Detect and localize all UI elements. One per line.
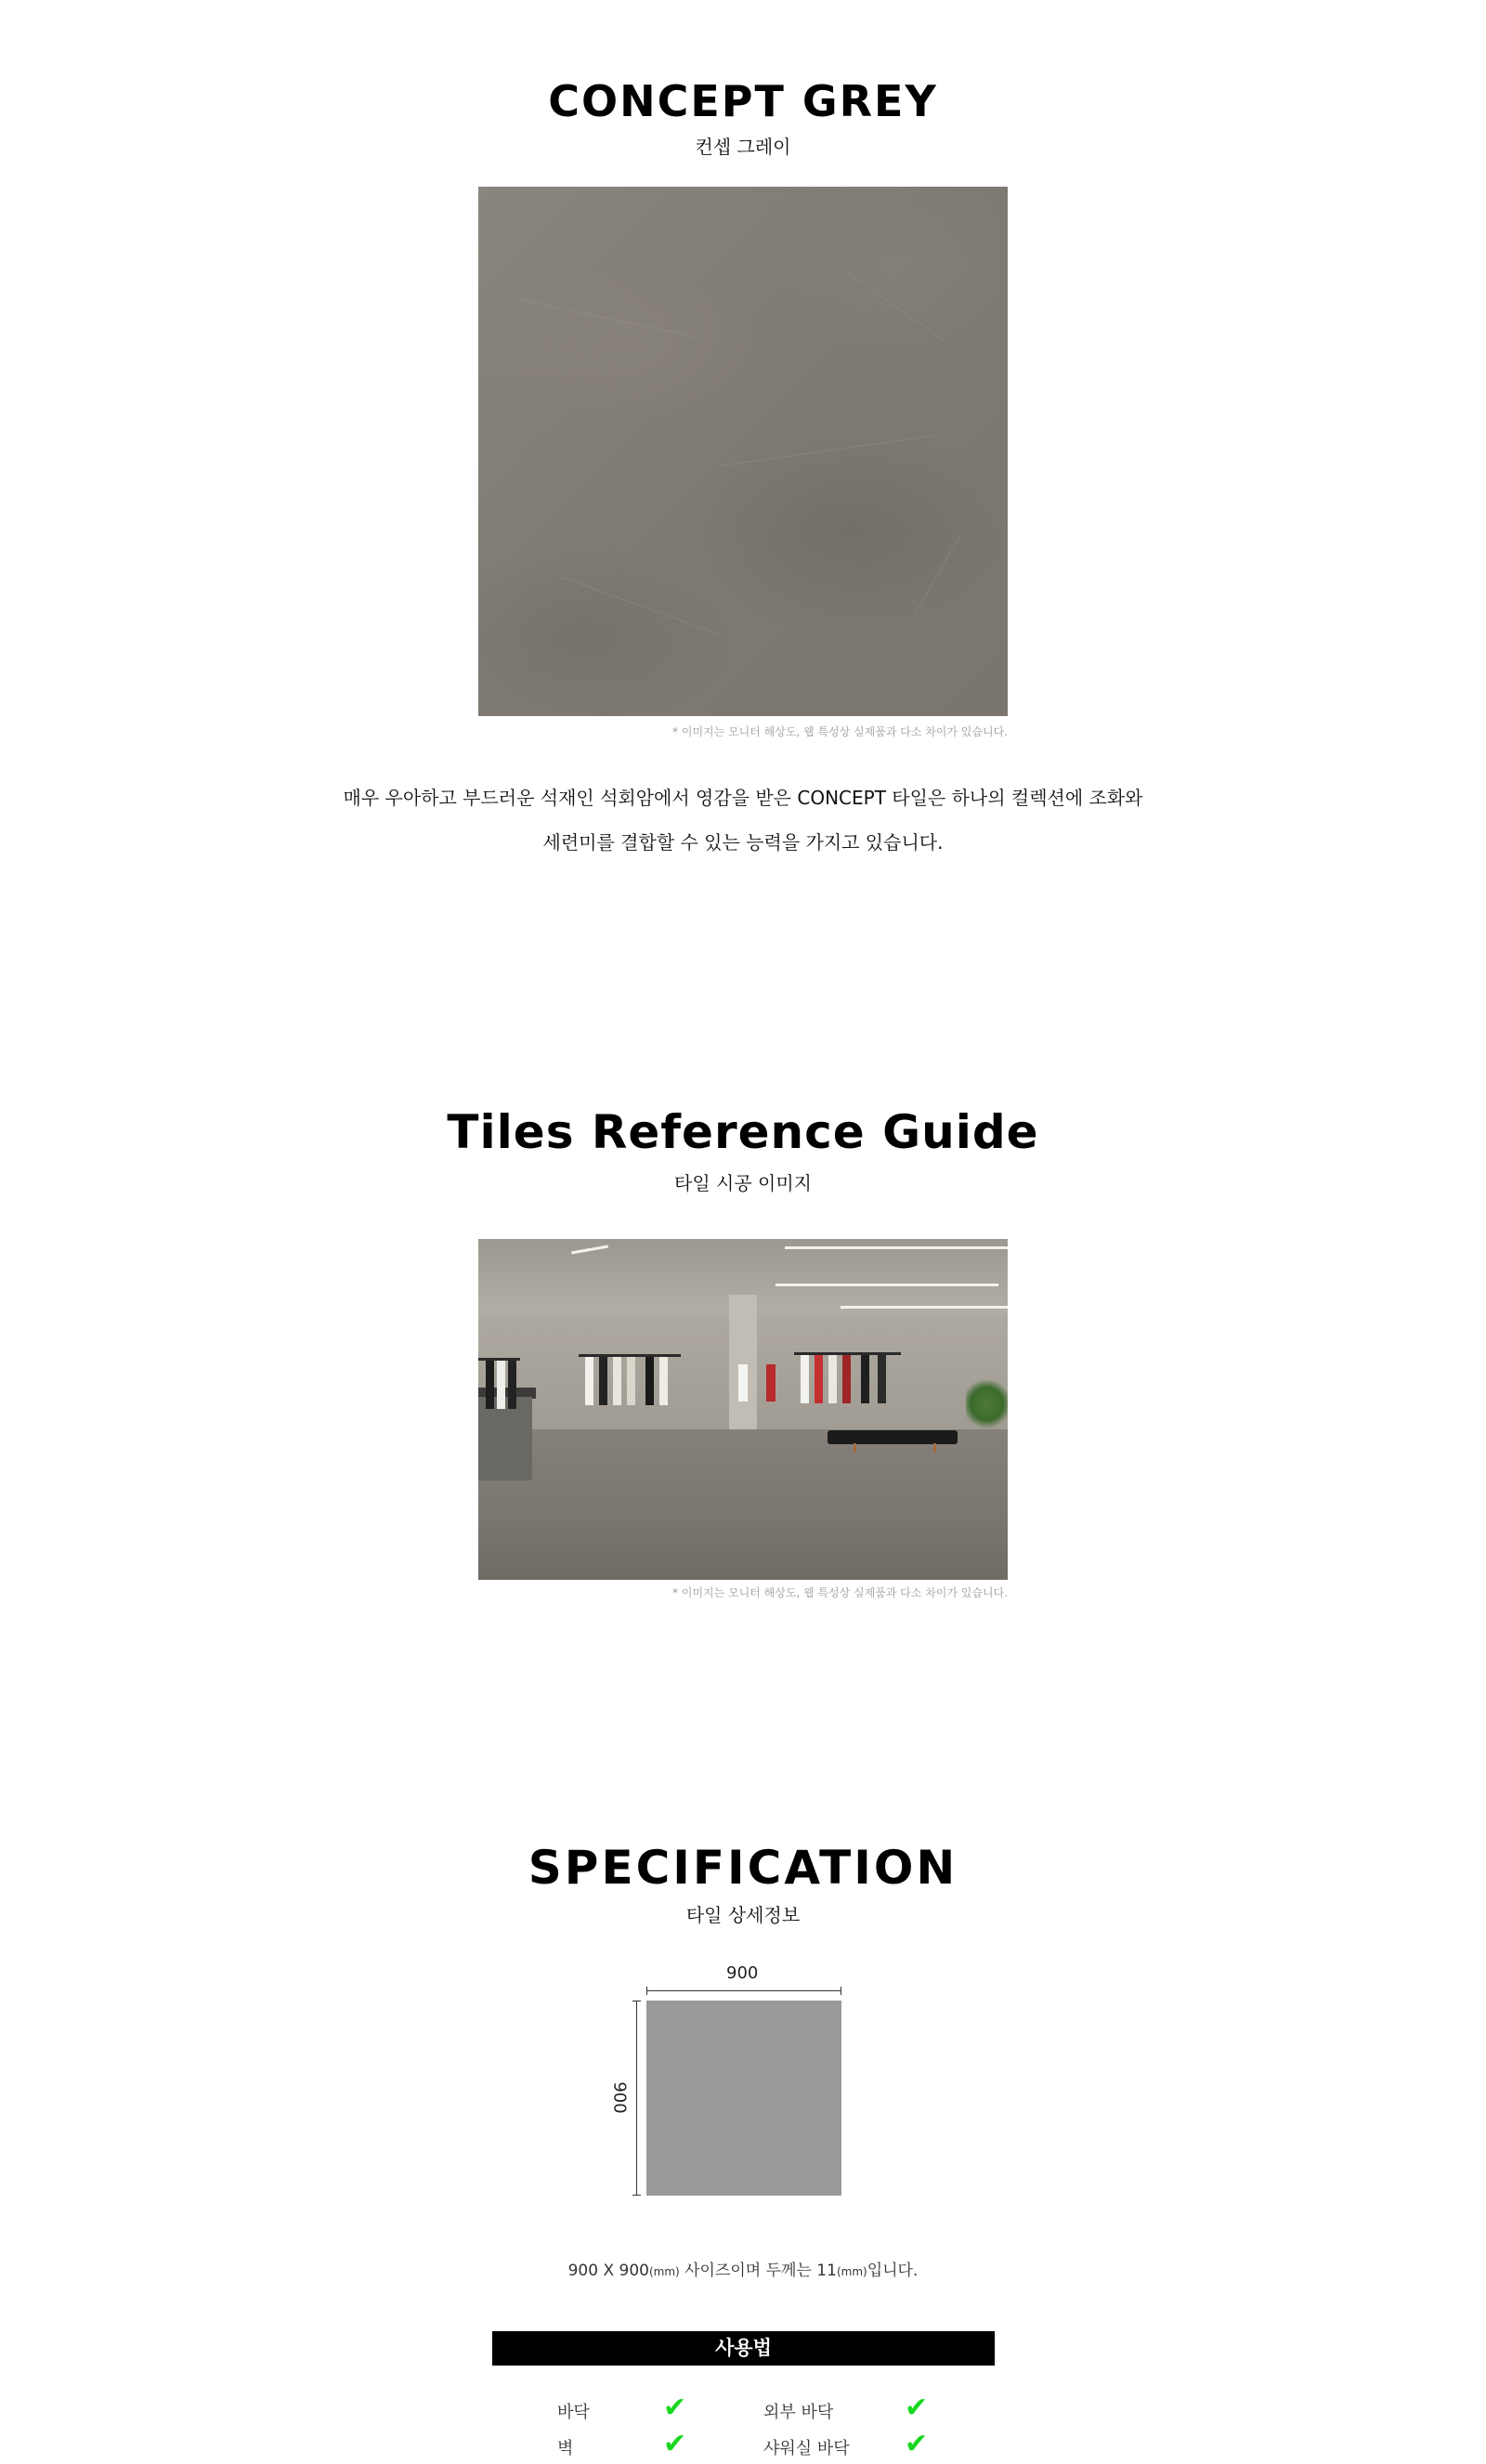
specification-title: SPECIFICATION [528,1841,958,1895]
reference-subtitle: 타일 시공 이미지 [674,1172,812,1194]
size-end: 입니다. [867,2262,919,2280]
size-unit: (mm) [648,2265,680,2278]
concept-image-note: * 이미지는 모니터 해상도, 웹 특성상 실제품과 다소 차이가 있습니다. [672,725,1008,738]
usage-label-wall: 벽 [557,2439,574,2458]
width-dimension-label: 900 [726,1963,759,1983]
scene-floor [478,1429,1008,1580]
size-main: 900 X 900 [567,2262,649,2280]
size-unit-thickness: (mm) [836,2265,867,2278]
scene-plant [966,1378,1008,1429]
usage-check-shower-floor-icon: ✔ [905,2428,929,2460]
usage-header: 사용법 [492,2331,995,2366]
size-description [0,2257,1486,2280]
usage-check-outdoor-floor-icon: ✔ [905,2392,929,2424]
size-mid: 사이즈이며 두께는 11 [679,2262,837,2280]
usage-check-floor-icon: ✔ [663,2392,687,2424]
height-dimension-label: 900 [609,2081,630,2114]
concept-description-line1: 매우 우아하고 부드러운 석재인 석회암에서 영감을 받은 CONCEPT 타일은 하나의 컬렉션에 조화와 [343,787,1143,809]
concept-title: CONCEPT GREY [548,76,938,126]
usage-label-floor: 바닥 [557,2403,590,2422]
scene-bench [828,1430,958,1444]
reference-title: Tiles Reference Guide [447,1105,1039,1159]
width-dimension-line [646,1990,841,1991]
usage-label-outdoor-floor: 외부 바닥 [763,2403,834,2422]
concept-subtitle: 컨셉 그레이 [695,136,791,158]
tile-size-diagram [646,2001,841,2196]
height-dimension-line [636,2001,637,2196]
usage-label-shower-floor: 샤워실 바닥 [763,2439,850,2458]
specification-subtitle: 타일 상세정보 [685,1904,801,1926]
scene-counter [478,1397,532,1480]
reference-image-note: * 이미지는 모니터 해상도, 웹 특성상 실제품과 다소 차이가 있습니다. [672,1586,1008,1599]
concept-grey-tile-image [478,187,1008,716]
concept-description-line2: 세련미를 결합할 수 있는 능력을 가지고 있습니다. [542,831,944,854]
tile-reference-scene-image [478,1239,1008,1580]
usage-check-wall-icon: ✔ [663,2428,687,2460]
